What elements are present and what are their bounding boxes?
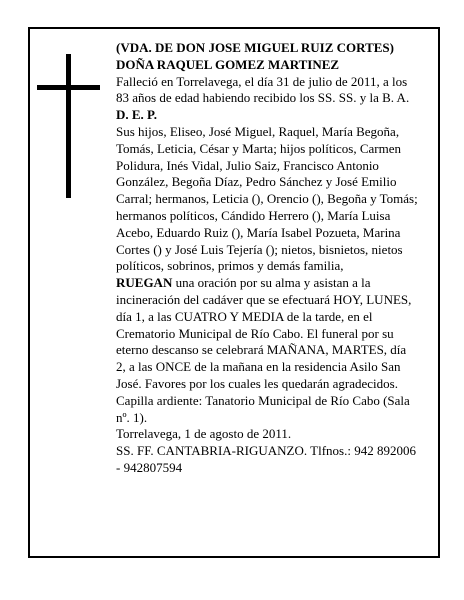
request-lead: RUEGAN <box>116 275 173 291</box>
place-date: Torrelavega, 1 de agosto de 2011. <box>116 426 292 442</box>
funeral-home: SS. FF. CANTABRIA-RIGUANZO. Tlfnos.: 942 892006 - 942807594 <box>116 443 416 475</box>
cross-horizontal-bar <box>37 85 100 90</box>
widow-line: (VDA. DE DON JOSE MIGUEL RUIZ CORTES) <box>116 40 394 55</box>
obituary-text <box>116 40 419 477</box>
request-paragraph <box>116 275 419 426</box>
deceased-name: DOÑA RAQUEL GOMEZ MARTINEZ <box>116 56 340 72</box>
rip-line: D. E. P. <box>116 107 158 123</box>
cross-vertical-bar <box>66 54 71 198</box>
request-text: una oración por su alma y asistan a la incineración del cadáver que se efectuará HOY, LUNES, día 1, a las CUATRO Y MEDIA de la tarde, en el Crematorio Municipal de Río Cabo. El funeral por su eterno descanso se celebrará MAÑANA, MARTES, día 2, a las ONCE de la mañana en la residencia Asilo San José. Favores por los cuales les quedarán agradecidos. Capilla ardiente: Tanatorio Municipal de Río Cabo (Sala nº. 1). <box>116 275 412 425</box>
family-list: Sus hijos, Eliseo, José Miguel, Raquel, María Begoña, Tomás, Leticia, César y Marta; hijos políticos, Carmen Polidura, Inés Vidal, Julio Saiz, Francisco Antonio González, Begoña Díaz, Pedro Sánchez y José Emilio Carral; hermanos, Leticia (), Orencio (), Begoña y Tomás; hermanos políticos, Cándido Herrero (), María Luisa Acebo, Eduardo Ruiz (), María Isabel Pozueta, Marina Cortes () y José Luis Tejería (); nietos, bisnietos, nietos políticos, sobrinos, primos y demás familia, <box>116 123 418 274</box>
death-details: Falleció en Torrelavega, el día 31 de julio de 2011, a los 83 años de edad habiendo recibido los SS. SS. y la B. A. <box>116 73 410 106</box>
